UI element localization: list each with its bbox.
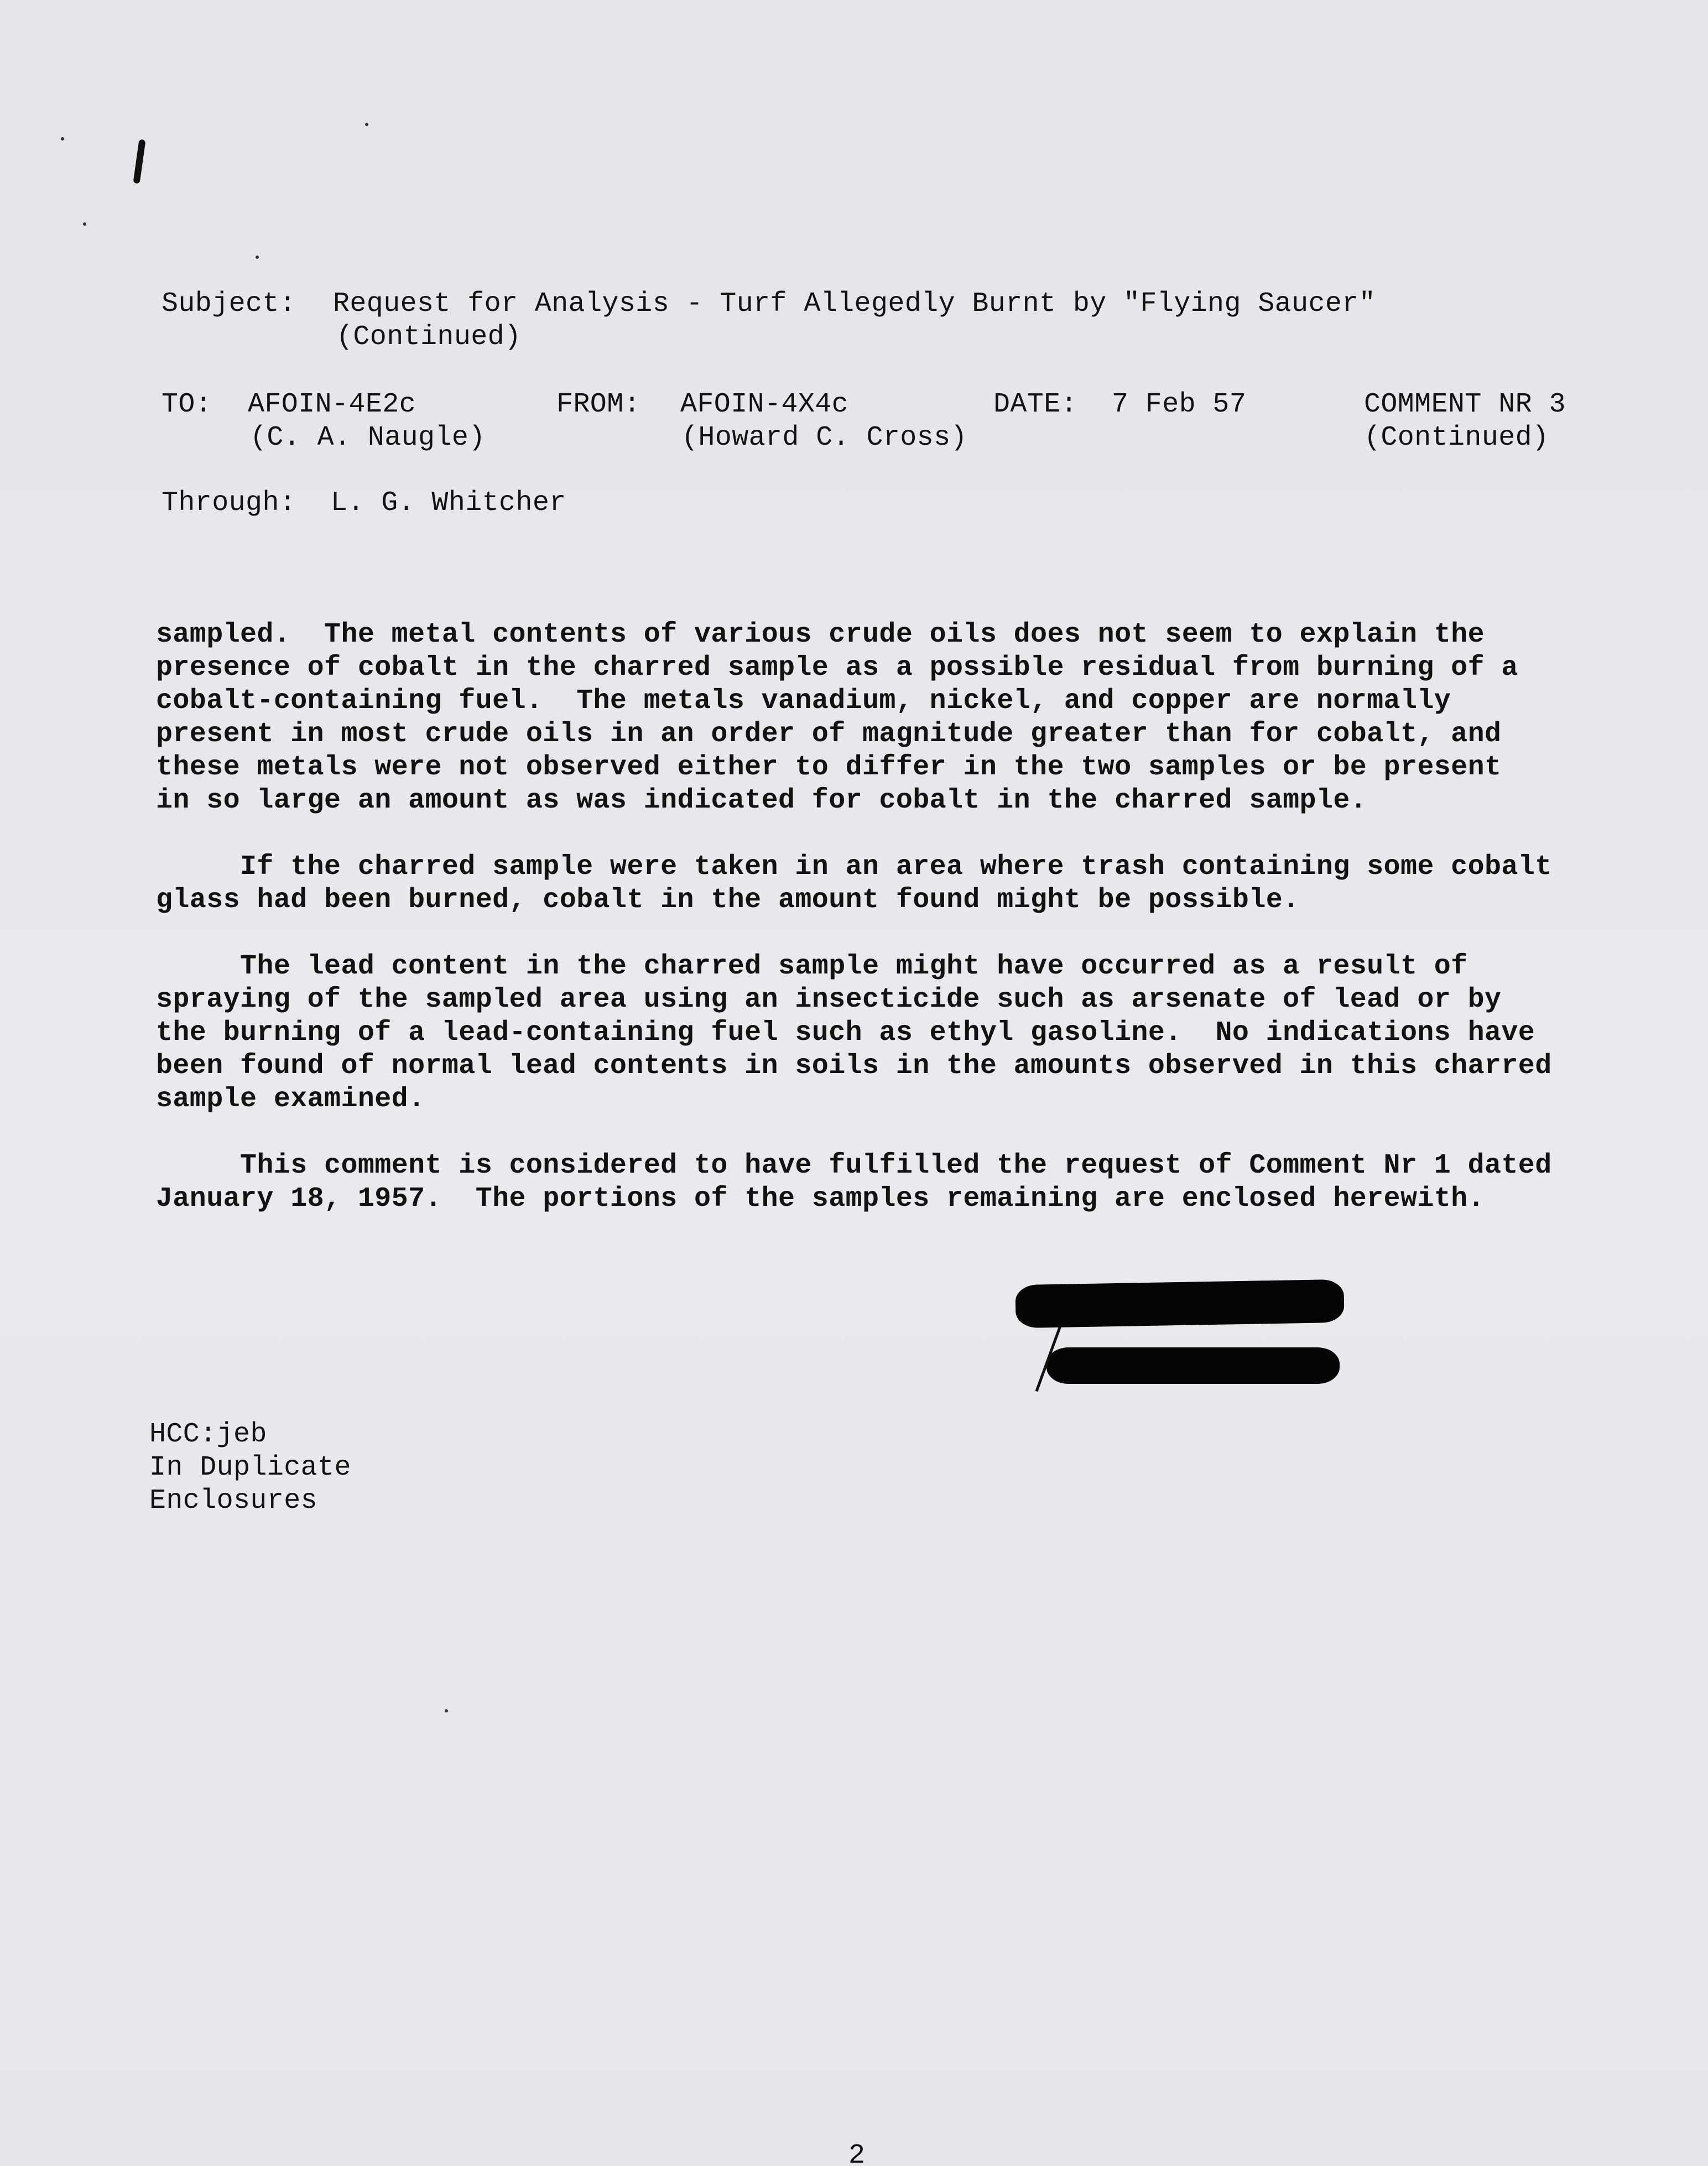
to-name: (C. A. Naugle)	[250, 422, 486, 454]
body-line: The lead content in the charred sample might have occurred as a result of	[156, 951, 1468, 982]
body-line: present in most crude oils in an order of magnitude greater than for cobalt, and	[156, 718, 1502, 750]
body-line: If the charred sample were taken in an area where trash containing some cobalt	[156, 851, 1552, 883]
typist-initials: HCC:jeb	[149, 1419, 267, 1450]
from-code: AFOIN-4X4c	[680, 389, 849, 420]
copies-note: In Duplicate	[149, 1452, 351, 1483]
through-label: Through:	[162, 487, 296, 519]
body-line: the burning of a lead-containing fuel such as ethyl gasoline. No indications have	[156, 1017, 1535, 1049]
subject-continued: (Continued)	[336, 321, 522, 353]
from-label: FROM:	[556, 389, 641, 420]
body-line: This comment is considered to have fulfilled the request of Comment Nr 1 dated	[156, 1150, 1552, 1181]
scan-speck	[83, 222, 86, 226]
comment-label: COMMENT NR 3	[1364, 389, 1566, 420]
body-line: sampled. The metal contents of various crude oils does not seem to explain the	[156, 619, 1485, 650]
scan-speck	[256, 256, 259, 259]
body-line: sample examined.	[156, 1084, 425, 1115]
subject-text: Request for Analysis - Turf Allegedly Burnt by "Flying Saucer"	[333, 288, 1376, 320]
scan-speck	[445, 1709, 448, 1712]
redaction-bar	[1046, 1347, 1340, 1384]
to-code: AFOIN-4E2c	[248, 389, 416, 420]
date-label: DATE:	[993, 389, 1078, 420]
body-line: been found of normal lead contents in soils in the amounts observed in this charred	[156, 1050, 1552, 1082]
body-line: presence of cobalt in the charred sample as a possible residual from burning of a	[156, 652, 1518, 684]
scan-speck	[365, 123, 368, 126]
to-label: TO:	[162, 389, 212, 420]
subject-label: Subject:	[162, 288, 296, 320]
redaction-bar	[1015, 1279, 1344, 1328]
through-name: L. G. Whitcher	[331, 487, 566, 519]
body-line: cobalt-containing fuel. The metals vanadium, nickel, and copper are normally	[156, 685, 1451, 717]
date-value: 7 Feb 57	[1112, 389, 1247, 420]
comment-continued: (Continued)	[1364, 422, 1549, 454]
margin-mark	[133, 139, 145, 184]
from-name: (Howard C. Cross)	[681, 422, 967, 454]
body-line: January 18, 1957. The portions of the samples remaining are enclosed herewith.	[156, 1183, 1485, 1215]
enclosures-note: Enclosures	[149, 1485, 318, 1517]
body-line: these metals were not observed either to differ in the two samples or be present	[156, 752, 1502, 783]
body-line: spraying of the sampled area using an insecticide such as arsenate of lead or by	[156, 984, 1502, 1016]
scan-speck	[61, 137, 64, 140]
page-number: 2	[848, 2140, 866, 2166]
body-line: glass had been burned, cobalt in the amount found might be possible.	[156, 884, 1300, 916]
body-line: in so large an amount as was indicated for cobalt in the charred sample.	[156, 785, 1367, 816]
